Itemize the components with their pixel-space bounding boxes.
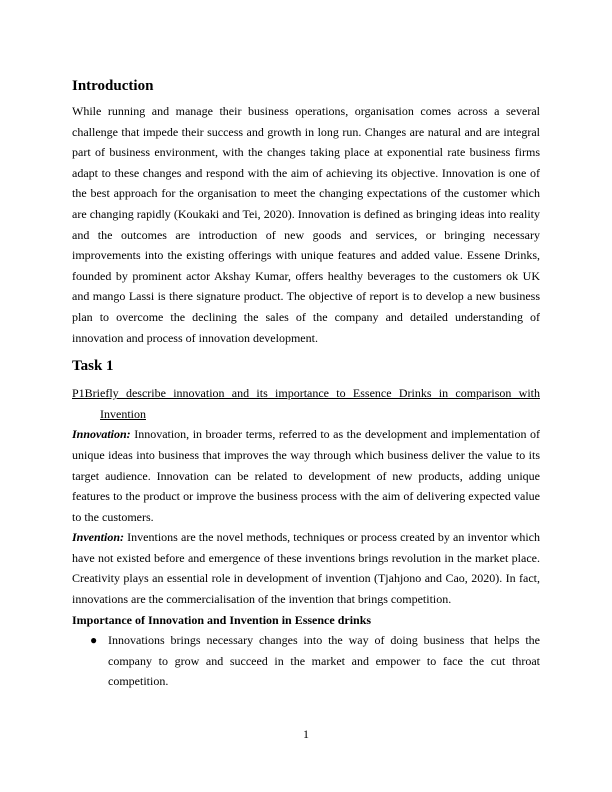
invention-term: Invention: (72, 530, 125, 545)
introduction-heading: Introduction (72, 78, 154, 94)
task-question: P1Briefly describe innovation and its importance to Essence Drinks in comparison with Invention (72, 386, 540, 421)
page-content (72, 76, 540, 692)
innovation-term: Innovation: (72, 427, 131, 442)
list-item-text: Innovations brings necessary changes into the way of doing business that helps the company to grow and succeed in the market and empower to face the cut throat competition. (108, 633, 540, 689)
invention-text: Inventions are the novel methods, techniques or process created by an inventor which have not existed before and emergence of these inventions brings revolution in the market place. Creativity plays an essential role in development of invention (Tjahjono and Cao, 2020). In fact, innovations are the commercialisation of the invention that brings competition. (72, 530, 540, 607)
task-1-heading: Task 1 (72, 358, 114, 375)
introduction-paragraph: While running and manage their business operations, organisation comes across a several challenge that impede their success and growth in long run. Changes are natural and are integral part of business environment, with the changes taking place at exponential rate business firms adapt to these changes and respond with the aim of achieving its objective. Innovation is one of the best approach for the organisation to meet the changing expectations of the customer which are changing rapidly (Koukaki and Tei, 2020). Innovation is defined as bringing ideas into reality and the outcomes are introduction of new goods and services, or bringing necessary improvements into the existing offerings with unique features and added value. Essene Drinks, founded by prominent actor Akshay Kumar, offers healthy beverages to the customers ok UK and mango Lassi is there signature product. The objective of report is to develop a new business plan to overcome the declining the sales of the company and detailed understanding of innovation and process of innovation development. (72, 104, 540, 345)
innovation-text: Innovation, in broader terms, referred to as the development and implementation of unique ideas into business that improves the way through which business deliver the value to its target audience. Innovation can be related to development of new products, adding unique features to the product or improve the business process with the aim of delivering expected value to the customers. (72, 427, 540, 524)
invention-definition (72, 527, 540, 609)
importance-list (72, 630, 540, 692)
list-item (72, 630, 540, 692)
page-number: 1 (303, 727, 309, 741)
innovation-definition (72, 424, 540, 527)
importance-heading: Importance of Innovation and Invention in Essence drinks (72, 612, 372, 627)
bullet-icon: ● (90, 633, 98, 648)
